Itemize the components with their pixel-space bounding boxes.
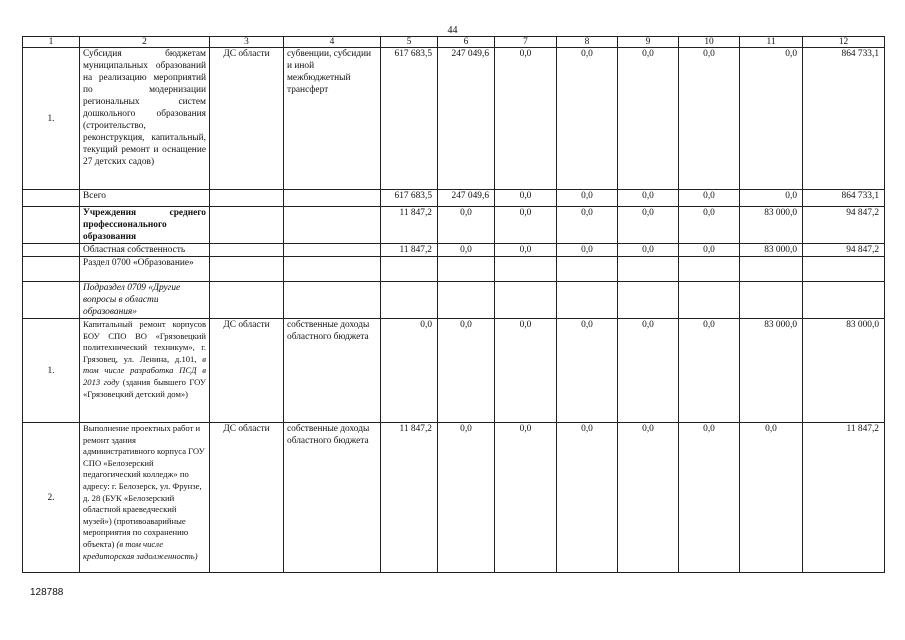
value-cell: 83 000,0 [740,207,803,244]
value-cell: 0,0 [438,319,495,423]
value-cell: 0,0 [557,423,618,573]
value-cell: 11 847,2 [381,244,438,257]
value-cell: 0,0 [679,319,740,423]
value-cell: 0,0 [618,244,679,257]
row-name: Областная собственность [80,244,210,257]
value-cell: 0,0 [438,207,495,244]
value-cell: 0,0 [381,319,438,423]
budget-table [22,36,885,573]
row-name [80,319,210,423]
value-cell: 0,0 [740,190,803,207]
table-row [23,257,885,282]
header-cell: 6 [438,37,495,48]
value-cell: 0,0 [495,423,557,573]
value-cell: 11 847,2 [381,423,438,573]
value-cell: 0,0 [679,423,740,573]
table-row [23,48,885,190]
value-cell: 0,0 [438,244,495,257]
header-cell: 1 [23,37,80,48]
row-name-italic: в том числе разработка ПСД в 2013 году [83,353,206,387]
value-cell: 0,0 [495,190,557,207]
value-cell: 0,0 [618,319,679,423]
value-cell: 94 847,2 [803,207,885,244]
value-cell: 0,0 [618,207,679,244]
section-label: Раздел 0700 «Образование» [80,257,210,282]
value-cell: 0,0 [679,48,740,190]
header-cell: 4 [284,37,381,48]
value-cell: 0,0 [438,423,495,573]
value-cell: 11 847,2 [381,207,438,244]
value-cell: 0,0 [557,190,618,207]
row-name-text: Капитальный ремонт корпусов БОУ СПО ВО «Грязовецкий политехнический техникум», г. Грязовец, ул. Ленина, д.101, [83,319,206,364]
value-cell: 0,0 [557,207,618,244]
row-index: 2. [23,423,80,573]
value-cell: 83 000,0 [803,319,885,423]
row-name-text: Выполнение проектных работ и ремонт здания административного корпуса ГОУ СПО «Белозерский педагогический колледж» по адресу: г. Белозерск, ул. Фрунзе, д. 28 (БУК «Белозерский областной краеведческий музей») (противоаварийные мероприятия по сохранению объекта) [83,423,205,549]
value-cell: 617 683,5 [381,190,438,207]
row-name: Всего [80,190,210,207]
column-number-row [23,37,885,48]
header-cell: 7 [495,37,557,48]
row-executor: ДС области [210,48,284,190]
value-cell: 864 733,1 [803,190,885,207]
table-row [23,282,885,319]
page-number: 44 [447,25,458,36]
table-row [23,207,885,244]
header-cell: 2 [80,37,210,48]
document-id: 128788 [30,587,64,598]
value-cell: 83 000,0 [740,244,803,257]
value-cell: 0,0 [495,319,557,423]
row-name: Субсидия бюджетам муниципальных образований на реализацию мероприятий по модернизации региональных систем дошкольного образования (строительство, реконструкция, капитальный, текущий ремонт и оснащение 27 детских садов) [80,48,210,190]
header-cell: 12 [803,37,885,48]
value-cell: 0,0 [740,48,803,190]
value-cell: 0,0 [679,190,740,207]
row-source: собственные доходы областного бюджета [284,423,381,573]
row-index: 1. [23,319,80,423]
row-executor: ДС области [210,423,284,573]
table-row [23,190,885,207]
value-cell: 247 049,6 [438,48,495,190]
row-index: 1. [23,48,80,190]
row-name [80,423,210,573]
value-cell: 0,0 [679,244,740,257]
row-name-italic: (в том числе кредиторская задолженность) [83,538,198,561]
header-cell: 9 [618,37,679,48]
subsection-label: Подраздел 0709 «Другие вопросы в области образования» [80,282,210,319]
row-executor: ДС области [210,319,284,423]
value-cell: 0,0 [618,423,679,573]
value-cell: 11 847,2 [803,423,885,573]
header-cell: 5 [381,37,438,48]
value-cell: 83 000,0 [740,319,803,423]
row-name: Учреждения среднего профессионального образования [80,207,210,244]
value-cell: 0,0 [618,190,679,207]
value-cell: 94 847,2 [803,244,885,257]
value-cell: 864 733,1 [803,48,885,190]
value-cell: 0,0 [557,244,618,257]
value-cell: 0,0 [495,48,557,190]
header-cell: 10 [679,37,740,48]
header-cell: 3 [210,37,284,48]
table-row [23,319,885,423]
header-cell: 11 [740,37,803,48]
value-cell: 0,0 [557,319,618,423]
value-cell: 0,0 [740,423,803,573]
value-cell: 0,0 [557,48,618,190]
header-cell: 8 [557,37,618,48]
value-cell: 247 049,6 [438,190,495,207]
value-cell: 0,0 [495,244,557,257]
value-cell: 0,0 [679,207,740,244]
table-row [23,244,885,257]
table-row [23,423,885,573]
value-cell: 0,0 [618,48,679,190]
value-cell: 617 683,5 [381,48,438,190]
row-source: субвенции, субсидии и иной межбюджетный трансферт [284,48,381,190]
value-cell: 0,0 [495,207,557,244]
row-source: собственные доходы областного бюджета [284,319,381,423]
row-name-tail: (здания бывшего ГОУ «Грязовецкий детский дом») [83,376,206,399]
